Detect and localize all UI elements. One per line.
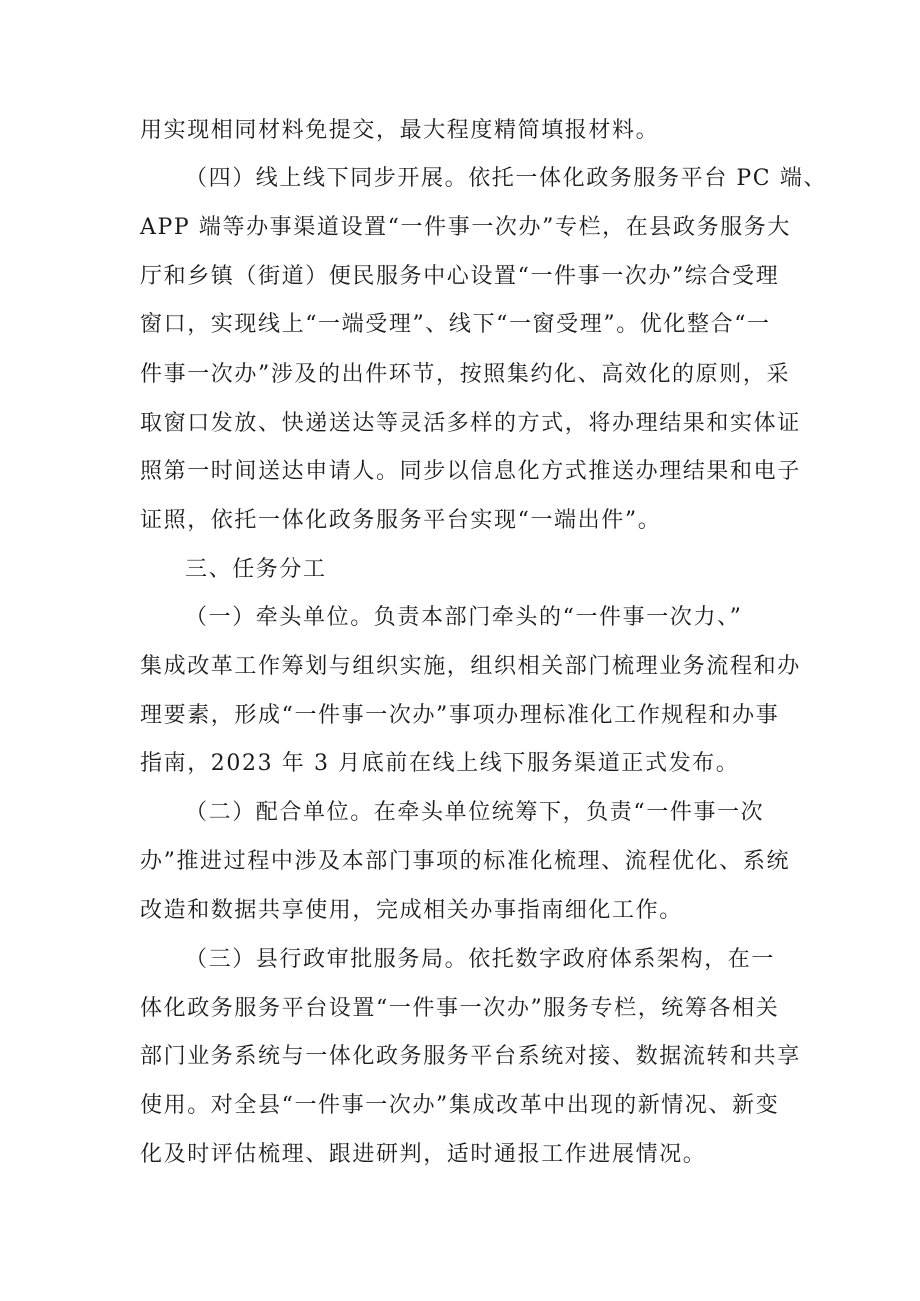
text-line: （四）线上线下同步开展。依托一体化政务服务平台 PC 端、 <box>185 166 828 192</box>
text-line: 改造和数据共享使用，完成相关办事指南细化工作。 <box>140 897 683 923</box>
text-line: 使用。对全县“一件事一次办”集成改革中出现的新情况、新变 <box>140 1092 780 1118</box>
text-line: （二）配合单位。在牵头单位统筹下，负责“一件事一次 <box>185 800 765 826</box>
text-line: 理要素，形成“一件事一次办”事项办理标准化工作规程和办事 <box>140 703 780 729</box>
text-line: 指南，2023 年 3 月底前在线上线下服务渠道正式发布。 <box>140 751 740 777</box>
text-line: （一）牵头单位。负责本部门牵头的“一件事一次力、” <box>185 605 743 631</box>
text-line: （三）县行政审批服务局。依托数字政府体系架构，在一 <box>185 946 776 972</box>
text-line: 化及时评估梳理、跟进研判，适时通报工作进展情况。 <box>140 1142 707 1167</box>
section-heading: 三、任务分工 <box>185 556 327 582</box>
text-line: 件事一次办”涉及的出件环节，按照集约化、高效化的原则，采 <box>140 361 791 387</box>
text-line: 集成改革工作筹划与组织实施，组织相关部门梳理业务流程和办 <box>140 654 801 680</box>
text-line: 照第一时间送达申请人。同步以信息化方式推送办理结果和电子 <box>140 458 801 484</box>
text-line: 窗口，实现线上“一端受理”、线下“一窗受理”。优化整合“一 <box>140 312 771 338</box>
text-line: 体化政务服务平台设置“一件事一次办”服务专栏，统筹各相关 <box>140 995 780 1021</box>
text-line: 部门业务系统与一体化政务服务平台系统对接、数据流转和共享 <box>140 1043 801 1069</box>
text-line: 用实现相同材料免提交，最大程度精简填报材料。 <box>140 118 660 143</box>
text-line: 厅和乡镇（街道）便民服务中心设置“一件事一次办”综合受理 <box>140 264 780 290</box>
text-line: APP 端等办事渠道设置“一件事一次办”专栏，在县政务服务大 <box>140 215 791 241</box>
text-line: 取窗口发放、快递送达等灵活多样的方式，将办理结果和实体证 <box>140 410 801 436</box>
text-line: 证照，依托一体化政务服务平台实现“一端出件”。 <box>140 507 662 533</box>
text-line: 办”推进过程中涉及本部门事项的标准化梳理、流程优化、系统 <box>140 849 791 875</box>
